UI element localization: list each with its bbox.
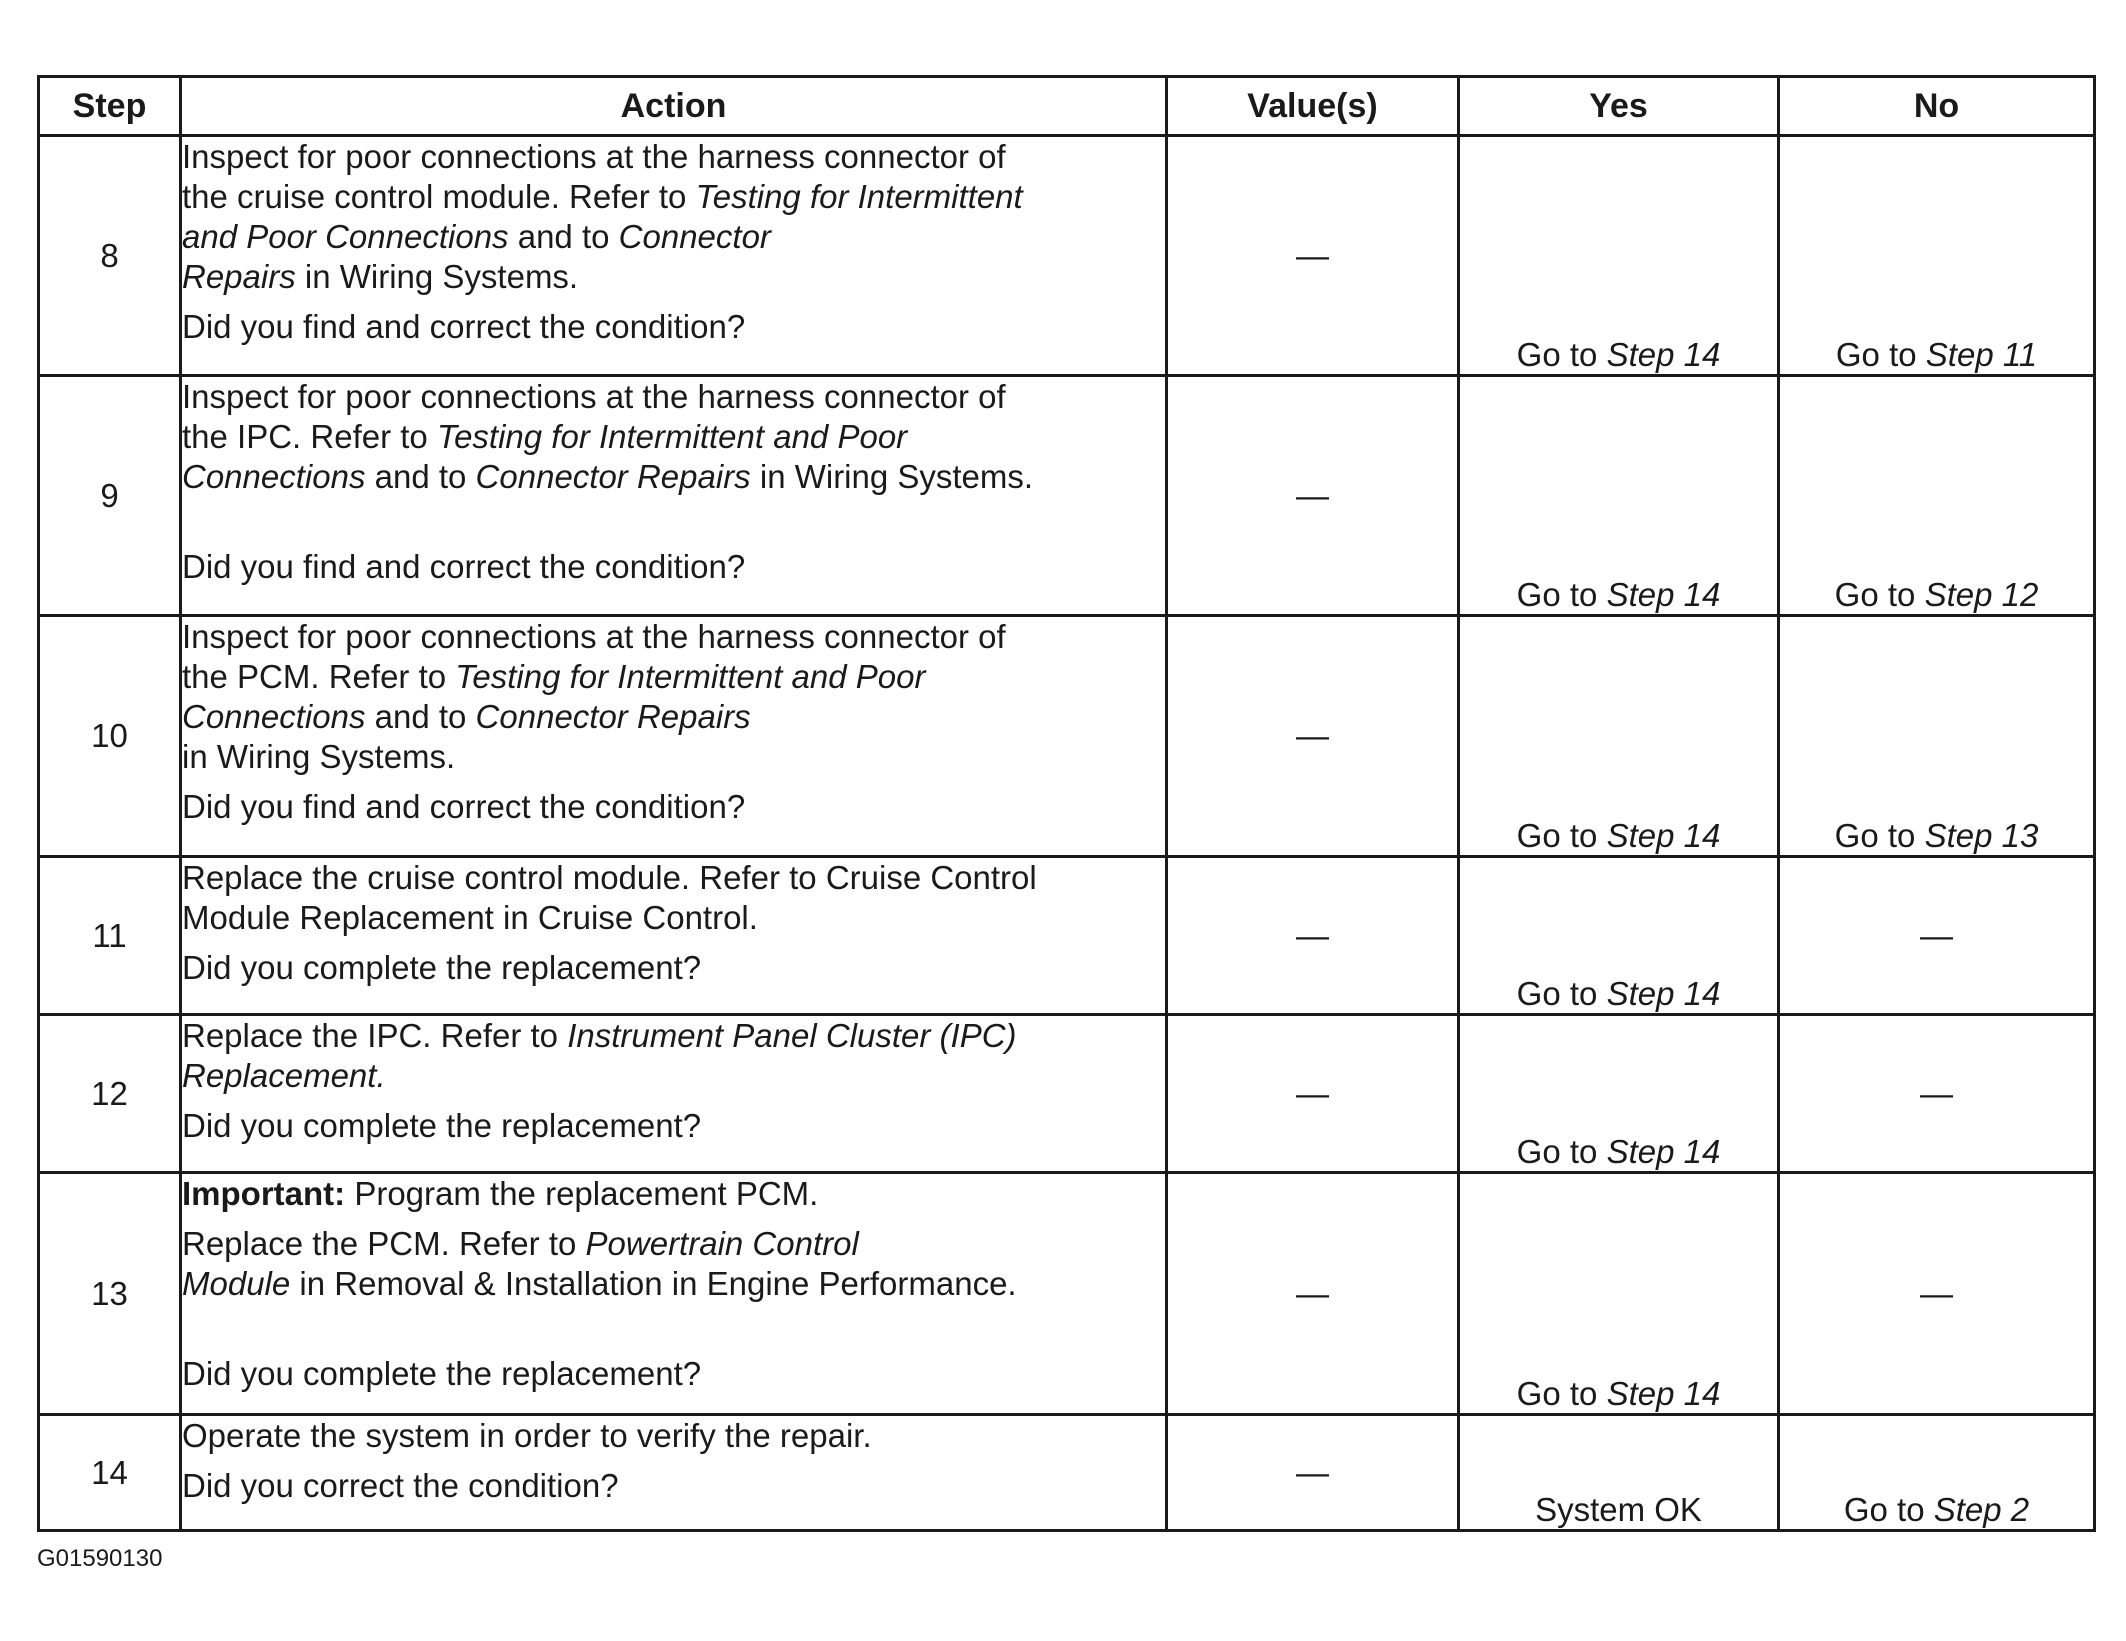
step-number: 14 xyxy=(39,1415,181,1531)
yes-cell: Go to Step 14 xyxy=(1459,1015,1779,1173)
table-row xyxy=(39,1415,2095,1531)
question-text: Did you find and correct the condition? xyxy=(182,788,746,825)
table-row xyxy=(39,1015,2095,1173)
step-number: 11 xyxy=(39,857,181,1015)
yes-cell: Go to Step 14 xyxy=(1459,857,1779,1015)
header-step: Step xyxy=(39,77,181,136)
action-cell: Operate the system in order to verify the repair. Did you correct the condition? xyxy=(181,1415,1167,1531)
question-text: Did you complete the replacement? xyxy=(182,1107,702,1144)
value-cell: — xyxy=(1167,857,1459,1015)
value-cell: — xyxy=(1167,616,1459,857)
action-cell: Inspect for poor connections at the harness connector of the IPC. Refer to Testing for Intermittent and Poor Connections and to Connector Repairs in Wiring Systems. Did you find and correct the condition? xyxy=(181,376,1167,616)
table-row xyxy=(39,1173,2095,1415)
value-cell: — xyxy=(1167,1173,1459,1415)
table-row xyxy=(39,136,2095,376)
no-cell: — xyxy=(1779,1015,2095,1173)
no-cell: Go to Step 12 xyxy=(1779,376,2095,616)
table-row xyxy=(39,857,2095,1015)
figure-code: G01590130 xyxy=(37,1545,163,1572)
header-no: No xyxy=(1779,77,2095,136)
yes-cell: Go to Step 14 xyxy=(1459,376,1779,616)
question-text: Did you complete the replacement? xyxy=(182,949,702,986)
header-values: Value(s) xyxy=(1167,77,1459,136)
yes-cell: Go to Step 14 xyxy=(1459,1173,1779,1415)
no-cell: Go to Step 2 xyxy=(1779,1415,2095,1531)
action-cell: Replace the cruise control module. Refer to Cruise Control Module Replacement in Cruise Control. Did you complete the replacement? xyxy=(181,857,1167,1015)
diagnostic-table xyxy=(37,75,2096,1532)
step-number: 10 xyxy=(39,616,181,857)
no-cell: Go to Step 13 xyxy=(1779,616,2095,857)
action-cell: Inspect for poor connections at the harness connector of the PCM. Refer to Testing for Intermittent and Poor Connections and to Connector Repairs in Wiring Systems. Did you find and correct the condition? xyxy=(181,616,1167,857)
table-row xyxy=(39,616,2095,857)
question-text: Did you find and correct the condition? xyxy=(182,308,746,345)
value-cell: — xyxy=(1167,376,1459,616)
header-row xyxy=(39,77,2095,136)
step-number: 8 xyxy=(39,136,181,376)
question-text: Did you find and correct the condition? xyxy=(182,548,746,585)
yes-cell: System OK xyxy=(1459,1415,1779,1531)
step-number: 13 xyxy=(39,1173,181,1415)
step-number: 9 xyxy=(39,376,181,616)
yes-cell: Go to Step 14 xyxy=(1459,136,1779,376)
no-cell: — xyxy=(1779,857,2095,1015)
table-row xyxy=(39,376,2095,616)
value-cell: — xyxy=(1167,136,1459,376)
no-cell: — xyxy=(1779,1173,2095,1415)
value-cell: — xyxy=(1167,1015,1459,1173)
header-yes: Yes xyxy=(1459,77,1779,136)
no-cell: Go to Step 11 xyxy=(1779,136,2095,376)
step-number: 12 xyxy=(39,1015,181,1173)
header-action: Action xyxy=(181,77,1167,136)
question-text: Did you correct the condition? xyxy=(182,1467,619,1504)
yes-cell: Go to Step 14 xyxy=(1459,616,1779,857)
action-cell: Important: Program the replacement PCM. Replace the PCM. Refer to Powertrain Control Module in Removal & Installation in Engine Performance. Did you complete the replacement? xyxy=(181,1173,1167,1415)
important-note: Important: Program the replacement PCM. xyxy=(182,1175,819,1212)
value-cell: — xyxy=(1167,1415,1459,1531)
action-cell: Inspect for poor connections at the harness connector of the cruise control module. Refer to Testing for Intermittent and Poor Connections and to Connector Repairs in Wiring Systems. Did you find and correct the condition? xyxy=(181,136,1167,376)
action-cell: Replace the IPC. Refer to Instrument Panel Cluster (IPC) Replacement. Did you complete the replacement? xyxy=(181,1015,1167,1173)
question-text: Did you complete the replacement? xyxy=(182,1355,702,1392)
